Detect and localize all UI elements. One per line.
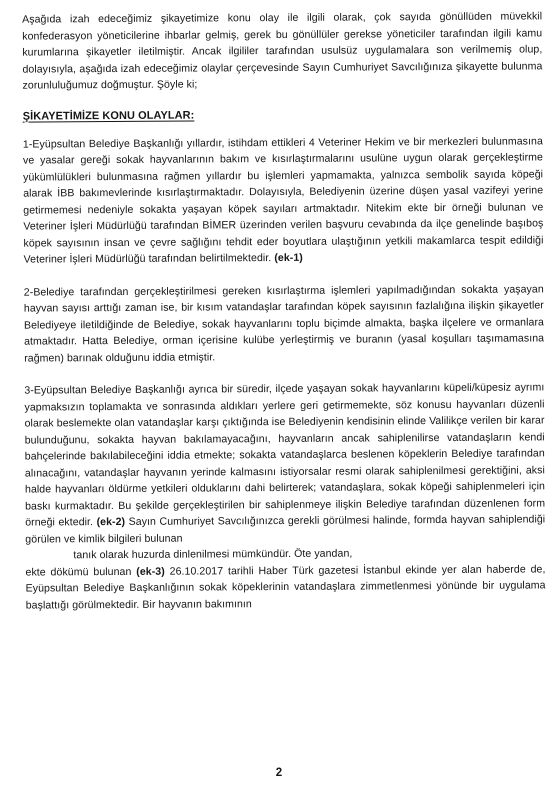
annex-reference-3: (ek-3) — [136, 565, 165, 578]
paragraph-3-text-b: Sayın Cumhuriyet Savcılığınızca gerekli görülmesi halinde, formda hayvan sahiplendiği görülen ve kimlik bilgileri bulunan — [25, 513, 546, 546]
paragraph-3-text-c: tanık olarak huzurda dinlenilmesi mümkündür. Öte yandan, — [73, 547, 353, 562]
paragraph-1-text: 1-Eyüpsultan Belediye Başkanlığı yıllardır, istihdam ettikleri 4 Veteriner Hekim ve bir merkezleri bulunmasına ve yasalar gereği sokak hayvanlarının bakım ve kısırlaştırmalarını usulüne uygun olarak gerçekleştirme yükümlülükleri bulunmasına rağmen yıllardır bu işlemleri yapmamakta, yalnızca sembolik sayıda köpeği alarak İBB bakımevlerinde kısırlaştırmaktadır. Dolayısıyla, Belediyenin üzerine düşen yasal vazifeyi yerine getirmemesi nedeniyle sokakta yaşayan köpek sayıları artmaktadır. Nitekim ekte bir örneği bulunan ve Veteriner İşleri Müdürlüğü tarafından BİMER üzerinden verilen başvuru cevabında da ilçe genelinde başıboş köpek sayısının insan ve çevre sağlığını tehdit eder boyutlara ulaştığının yetkili makamlarca tespit edildiği Veteriner İşleri Müdürlüğü tarafından belirtilmektedir. — [22, 134, 544, 266]
paragraph-3 — [24, 379, 545, 547]
section-heading: ŞİKAYETİMİZE KONU OLAYLAR: — [22, 109, 195, 123]
page-number: 2 — [275, 767, 283, 779]
paragraph-3-text-a: 3-Eyüpsultan Belediye Başkanlığı ayrıca bir süredir, ilçede yaşayan sokak hayvanlarını küpeli/küpesiz ayrımı yapmaksızın toplamakta ve sonrasında aldıkları yerlere geri getirmemekte, söz konusu hayvanları düzenli olarak beslemekte olan vatandaşlar karşı çıktığında ise Belediyenin kendisinin elinde Valilikçe verilen bir karar bulunduğunu, sokakta hayvan bakılamayacağını, hayvanların ancak sahiplenilirse vatandaşların kendi bahçelerinde bakılabileceğini iddia etmekte; sokakta vatandaşlarca beslenen köpeklerin Belediye tarafından alınacağını, vatandaşlar hayvanın yerinde kalmasını istiyorsalar resmi olarak sahiplenilmesi gerektiğini, aksi halde hayvanları öldürme yetkileri olduklarını dahi belirterek; vatandaşlara, sokak köpeği sahiplenmeleri için baskı kurmaktadır. Bu şekilde gerçekleştirilen bir sahiplenmeye ilişkin Belediye tarafından düzenlenen form örneği ektedir. — [24, 381, 546, 529]
annex-reference-2: (ek-2) — [96, 515, 126, 529]
paragraph-3-final — [25, 561, 545, 614]
paragraph-1 — [23, 133, 544, 268]
paragraph-3-text-e: 26.10.2017 tarihli Haber Türk gazetesi İstanbul ekinde yer alan haberde de, Eyüpsultan Belediye Başkanlığının sokak köpeklerinin vatandaşlara zimmetlenmesi yönünde bir uygulama başlattığı görülmektedir. Bir hayvanın bakımının — [25, 562, 546, 612]
intro-paragraph: Aşağıda izah edeceğimiz şikayetimize konu olay ile ilgili olarak, çok sayıda gönüllüden müvekkil konfederasyon yöneticilerine ihbarlar gelmiş, gerek bu gönüllüler gerekse yöneticiler tarafından ilgili kamu kurumlarına şikayetler iletilmiştir. Ancak ilgililer tarafından usulsüz uygulamalara son verilmemiş olup, dolayısıyla, aşağıda izah edeceğimiz olaylar çerçevesinde Sayın Cumhuriyet Savcılığınıza şikayette bulunma zorunluluğumuz doğmuştur. Şöyle ki; — [22, 10, 543, 92]
paragraph-3-text-d: ekte dökümü bulunan — [25, 565, 132, 579]
annex-reference-1: (ek-1) — [274, 251, 303, 265]
paragraph-2: 2-Belediye tarafından gerçekleştirilmesi gereken kısırlaştırma işlemleri yapılmadığından sokakta yaşayan hayvan sayısı arttığı zaman ise, bir kısım vatandaşlar tarafından köpek sayısının fazlalığına ilişkin şikayetler Belediyeye iletildiğinde de Belediye, sokak hayvanlarını toplu biçimde almakta, başka ilçelere ve ormanlara atmaktadır. Hatta Belediye, orman içerisine kulübe yerleştirmiş ve buranın (yasal koşulları taşımamasına rağmen) barınak olduğunu iddia etmiştir. — [23, 282, 545, 365]
